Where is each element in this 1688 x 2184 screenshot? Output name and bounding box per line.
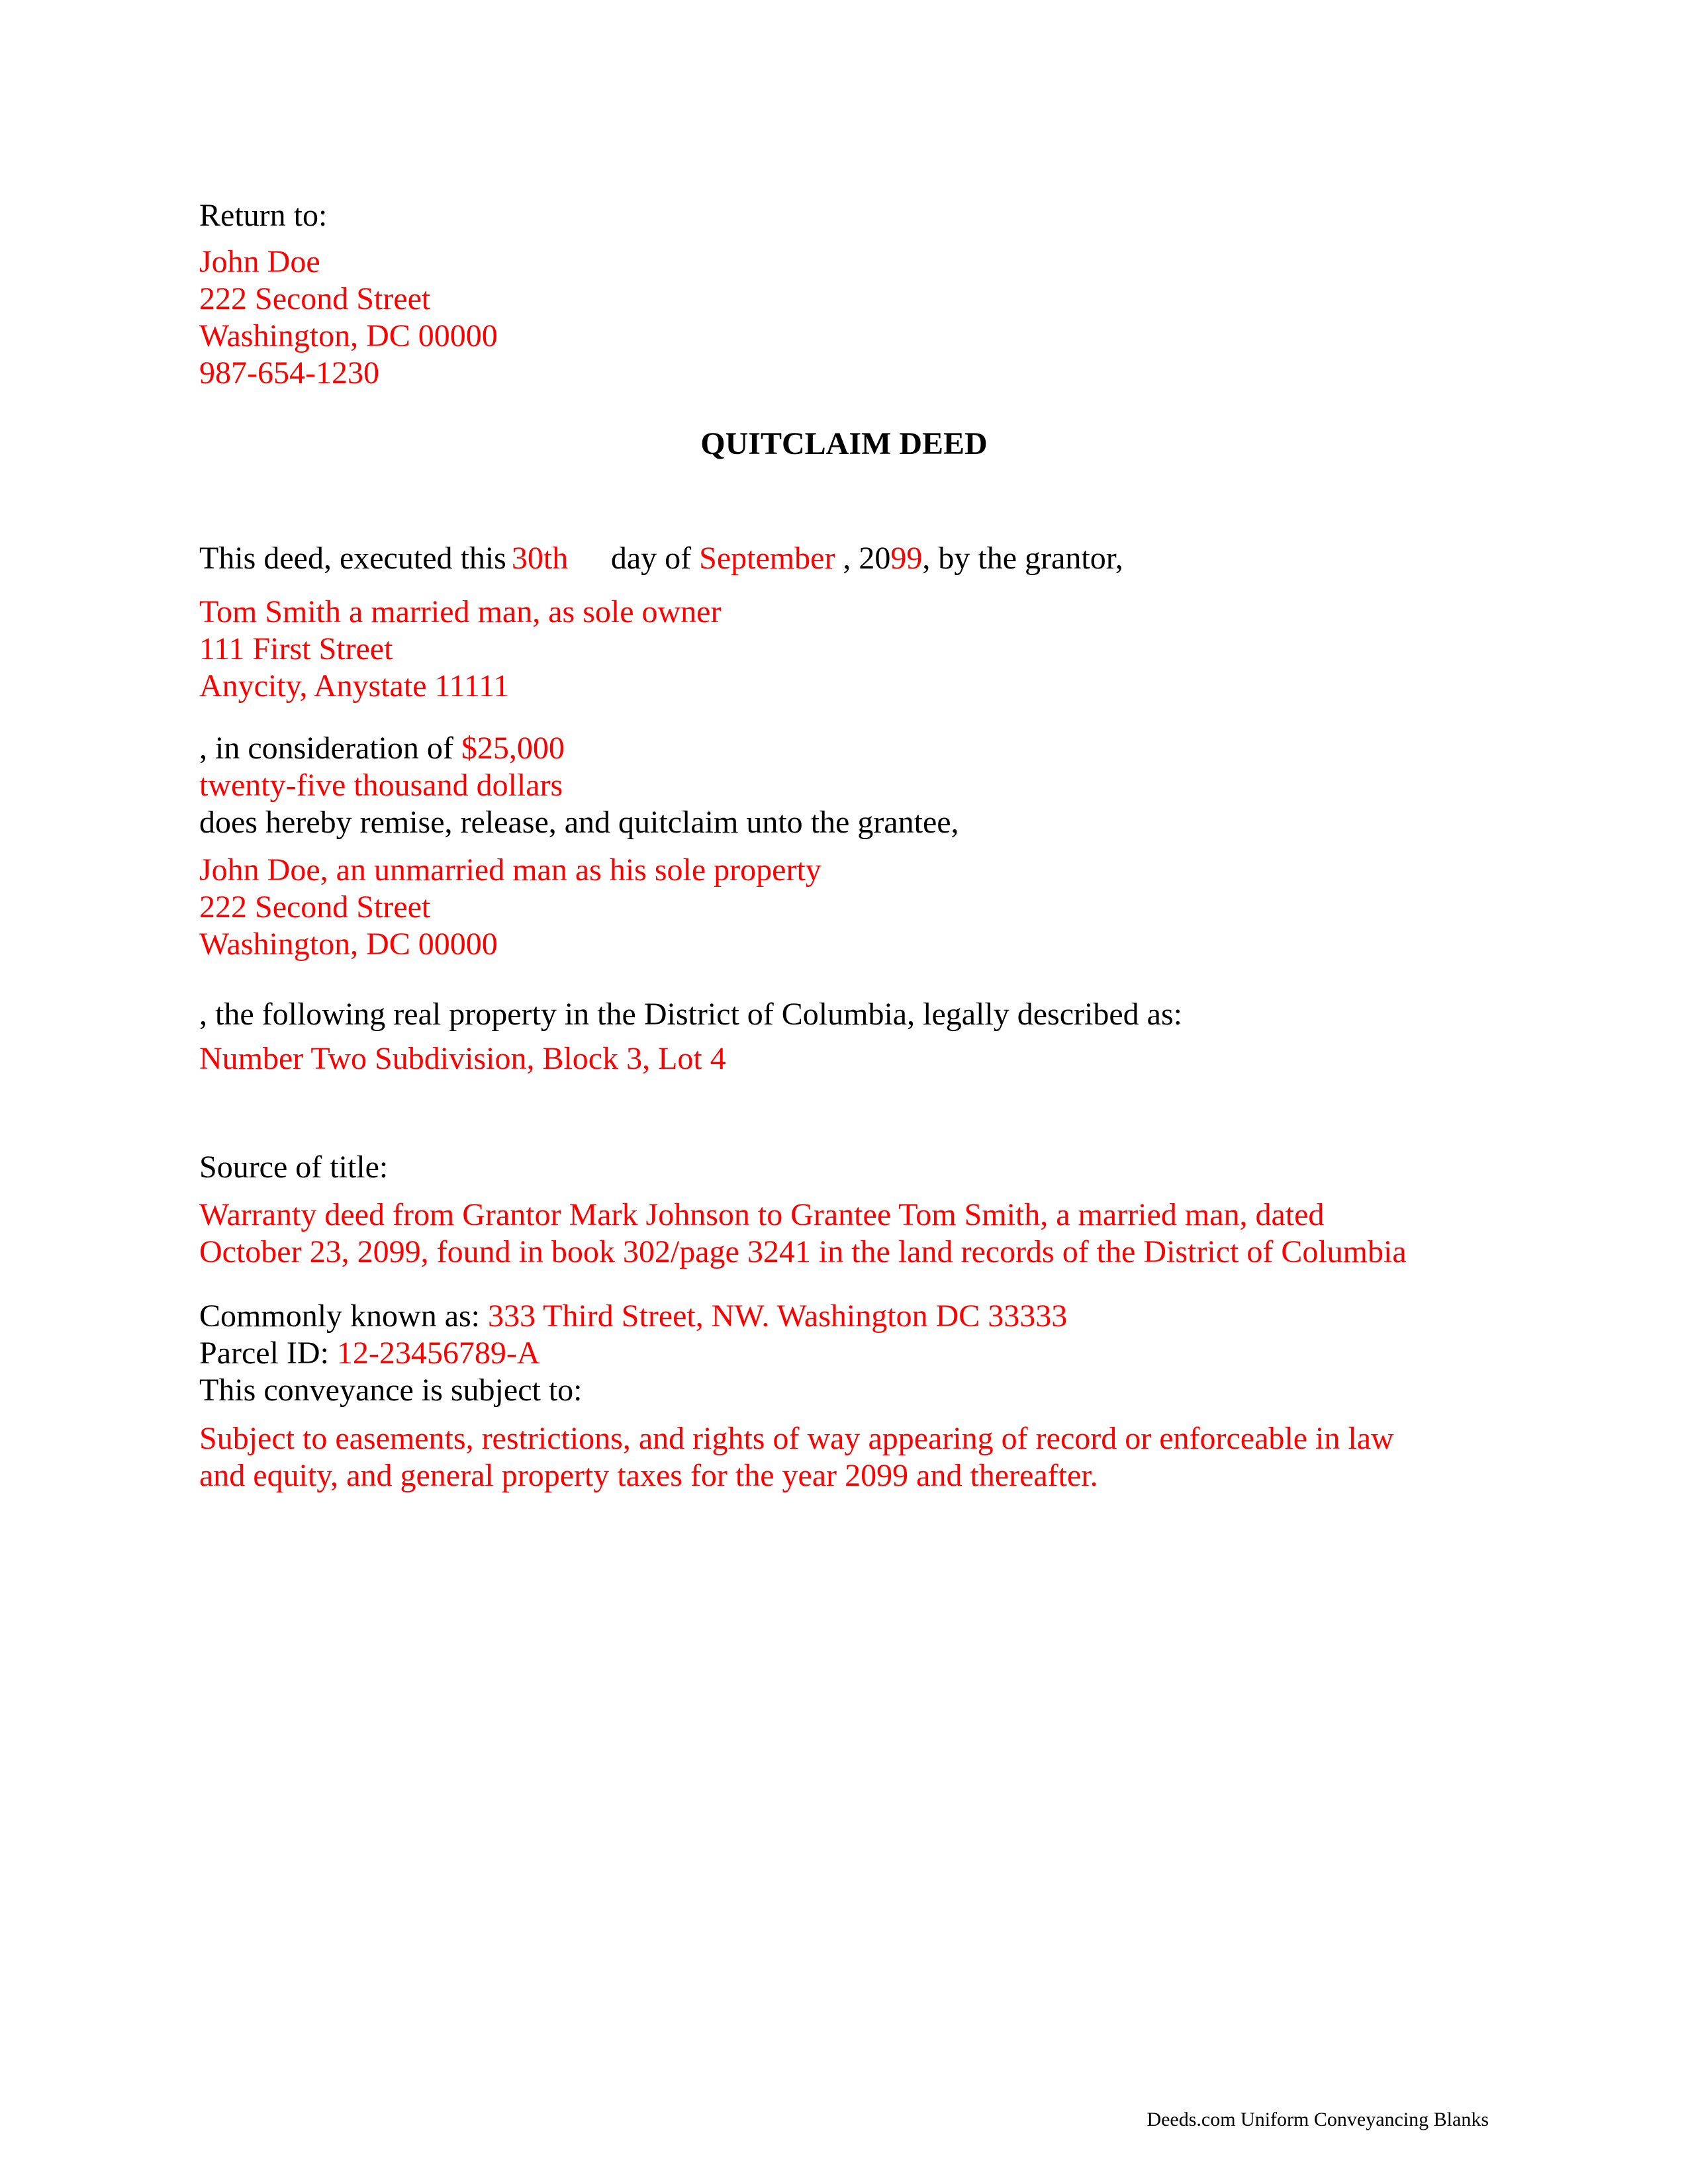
subject-label: This conveyance is subject to: xyxy=(199,1373,583,1408)
source-of-title-line2: October 23, 2099, found in book 302/page 3241 in the land records of the District of Columbia xyxy=(199,1234,1407,1269)
execution-day-of: day of xyxy=(610,541,692,576)
grantee-street: 222 Second Street xyxy=(199,889,431,925)
return-to-city: Washington, DC 00000 xyxy=(199,318,498,353)
execution-year-suffix: 99 xyxy=(890,541,923,576)
grantee-block xyxy=(199,852,821,963)
consideration-line xyxy=(199,730,959,767)
consideration-amount-words: twenty-five thousand dollars xyxy=(199,768,563,803)
parcel-value: 12-23456789-A xyxy=(336,1336,540,1371)
grantor-name: Tom Smith a married man, as sole owner xyxy=(199,594,722,629)
parcel-line xyxy=(199,1335,1067,1372)
grantor-block xyxy=(199,594,721,705)
execution-month: September xyxy=(699,541,835,576)
execution-year-prefix: , 20 xyxy=(843,541,891,576)
parcel-label: Parcel ID: xyxy=(199,1336,329,1371)
source-of-title-text xyxy=(199,1197,1407,1271)
commonly-known-line xyxy=(199,1298,1067,1335)
remise-text: does hereby remise, release, and quitclaim unto the grantee, xyxy=(199,805,959,840)
consideration-amount: $25,000 xyxy=(461,731,565,766)
return-to-phone: 987-654-1230 xyxy=(199,355,379,390)
consideration-block xyxy=(199,730,959,841)
return-to-address xyxy=(199,244,498,392)
document-title: QUITCLAIM DEED xyxy=(700,426,988,461)
grantor-city: Anycity, Anystate 11111 xyxy=(199,668,510,704)
return-to-name: John Doe xyxy=(199,244,320,279)
return-to-label: Return to: xyxy=(199,198,328,233)
grantee-name: John Doe, an unmarried man as his sole property xyxy=(199,852,821,887)
source-of-title-label: Source of title: xyxy=(199,1150,389,1185)
commonly-known-label: Commonly known as: xyxy=(199,1298,481,1334)
footer-text: Deeds.com Uniform Conveyancing Blanks xyxy=(1147,2109,1489,2130)
property-intro: , the following real property in the District of Columbia, legally described as: xyxy=(199,997,1182,1032)
execution-by-grantor: , by the grantor, xyxy=(922,541,1123,576)
common-block xyxy=(199,1298,1067,1409)
subject-to-line1: Subject to easements, restrictions, and rights of way appearing of record or enforceable in law xyxy=(199,1421,1394,1456)
commonly-known-value: 333 Third Street, NW. Washington DC 33333 xyxy=(488,1298,1068,1334)
execution-day: 30th xyxy=(511,541,569,576)
execution-line xyxy=(199,540,1123,577)
execution-prefix: This deed, executed this xyxy=(199,541,506,576)
source-of-title-line1: Warranty deed from Grantor Mark Johnson to Grantee Tom Smith, a married man, dated xyxy=(199,1197,1325,1232)
return-to-street: 222 Second Street xyxy=(199,281,431,316)
grantor-street: 111 First Street xyxy=(199,631,393,666)
subject-to-text xyxy=(199,1420,1394,1494)
legal-description: Number Two Subdivision, Block 3, Lot 4 xyxy=(199,1041,726,1076)
consideration-prefix: , in consideration of xyxy=(199,731,453,766)
subject-to-line2: and equity, and general property taxes for the year 2099 and thereafter. xyxy=(199,1458,1098,1493)
grantee-city: Washington, DC 00000 xyxy=(199,927,498,962)
